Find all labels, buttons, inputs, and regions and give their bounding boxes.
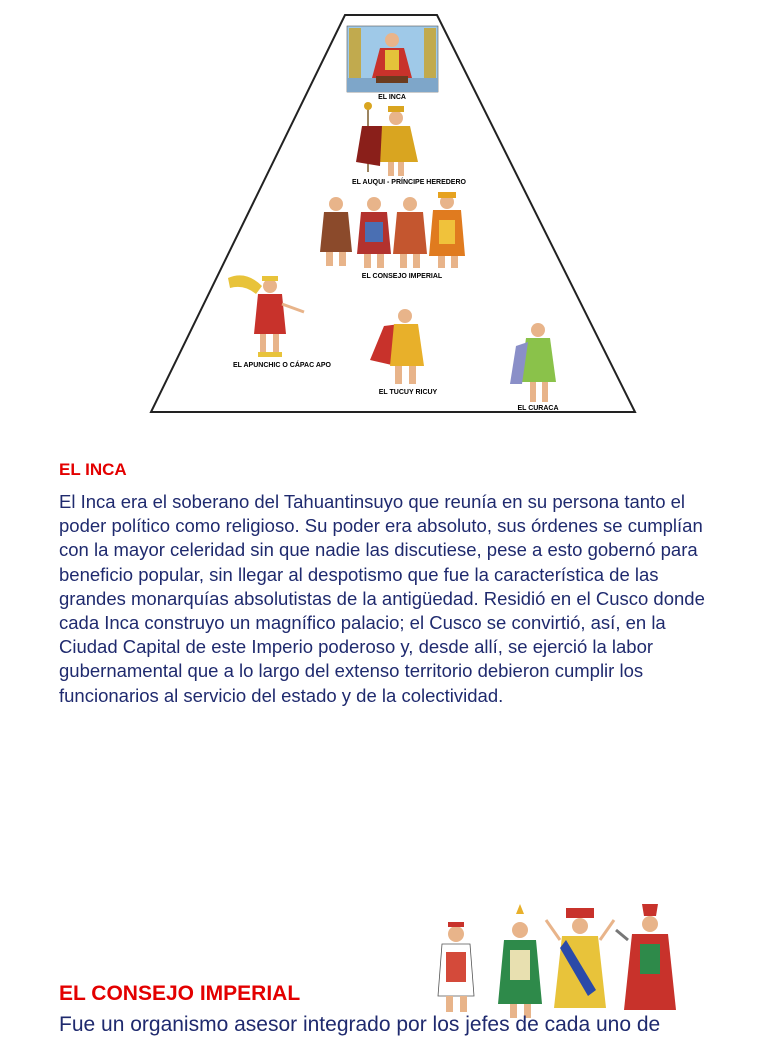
section-title-consejo: EL CONSEJO IMPERIAL <box>59 982 301 1005</box>
council-illustration <box>420 900 700 1024</box>
level-label-apunchic: EL APUNCHIC O CÁPAC APO <box>232 362 332 369</box>
level-label-consejo: EL CONSEJO IMPERIAL <box>361 273 443 280</box>
level-label-inca: EL INCA <box>378 94 406 101</box>
hierarchy-pyramid <box>0 0 768 420</box>
section-body-consejo: Fue un organismo asesor integrado por los jefes de cada uno de <box>59 1013 661 1036</box>
level-label-curaca: EL CURACA <box>517 405 559 412</box>
level-label-tucuy-ricuy: EL TUCUY RICUY <box>378 389 438 396</box>
level-label-auqui: EL AUQUI - PRÍNCIPE HEREDERO <box>352 179 466 186</box>
section-body-inca: El Inca era el soberano del Tahuantinsuyo que reunía en su persona tanto el poder político como religioso. Su poder era absoluto, sus órdenes se cumplían con la mayor celeridad sin que nadie las discutiese, pese a esto gobernó para beneficio popular, sin llegar al despotismo que fue la característica de las grandes monarquías absolutistas de la antigüedad. Residió en el Cusco donde cada Inca construyo un magnífico palacio; el Cusco se convirtió, así, en la Ciudad Capital de este Imperio poderoso y, desde allí, se ejerció la labor gubernamental que a lo largo del extenso territorio debieron cumplir los funcionarios al servicio del estado y de la colectividad. <box>59 491 705 706</box>
section-title-inca: EL INCA <box>59 460 127 479</box>
inca-figure <box>347 26 438 92</box>
